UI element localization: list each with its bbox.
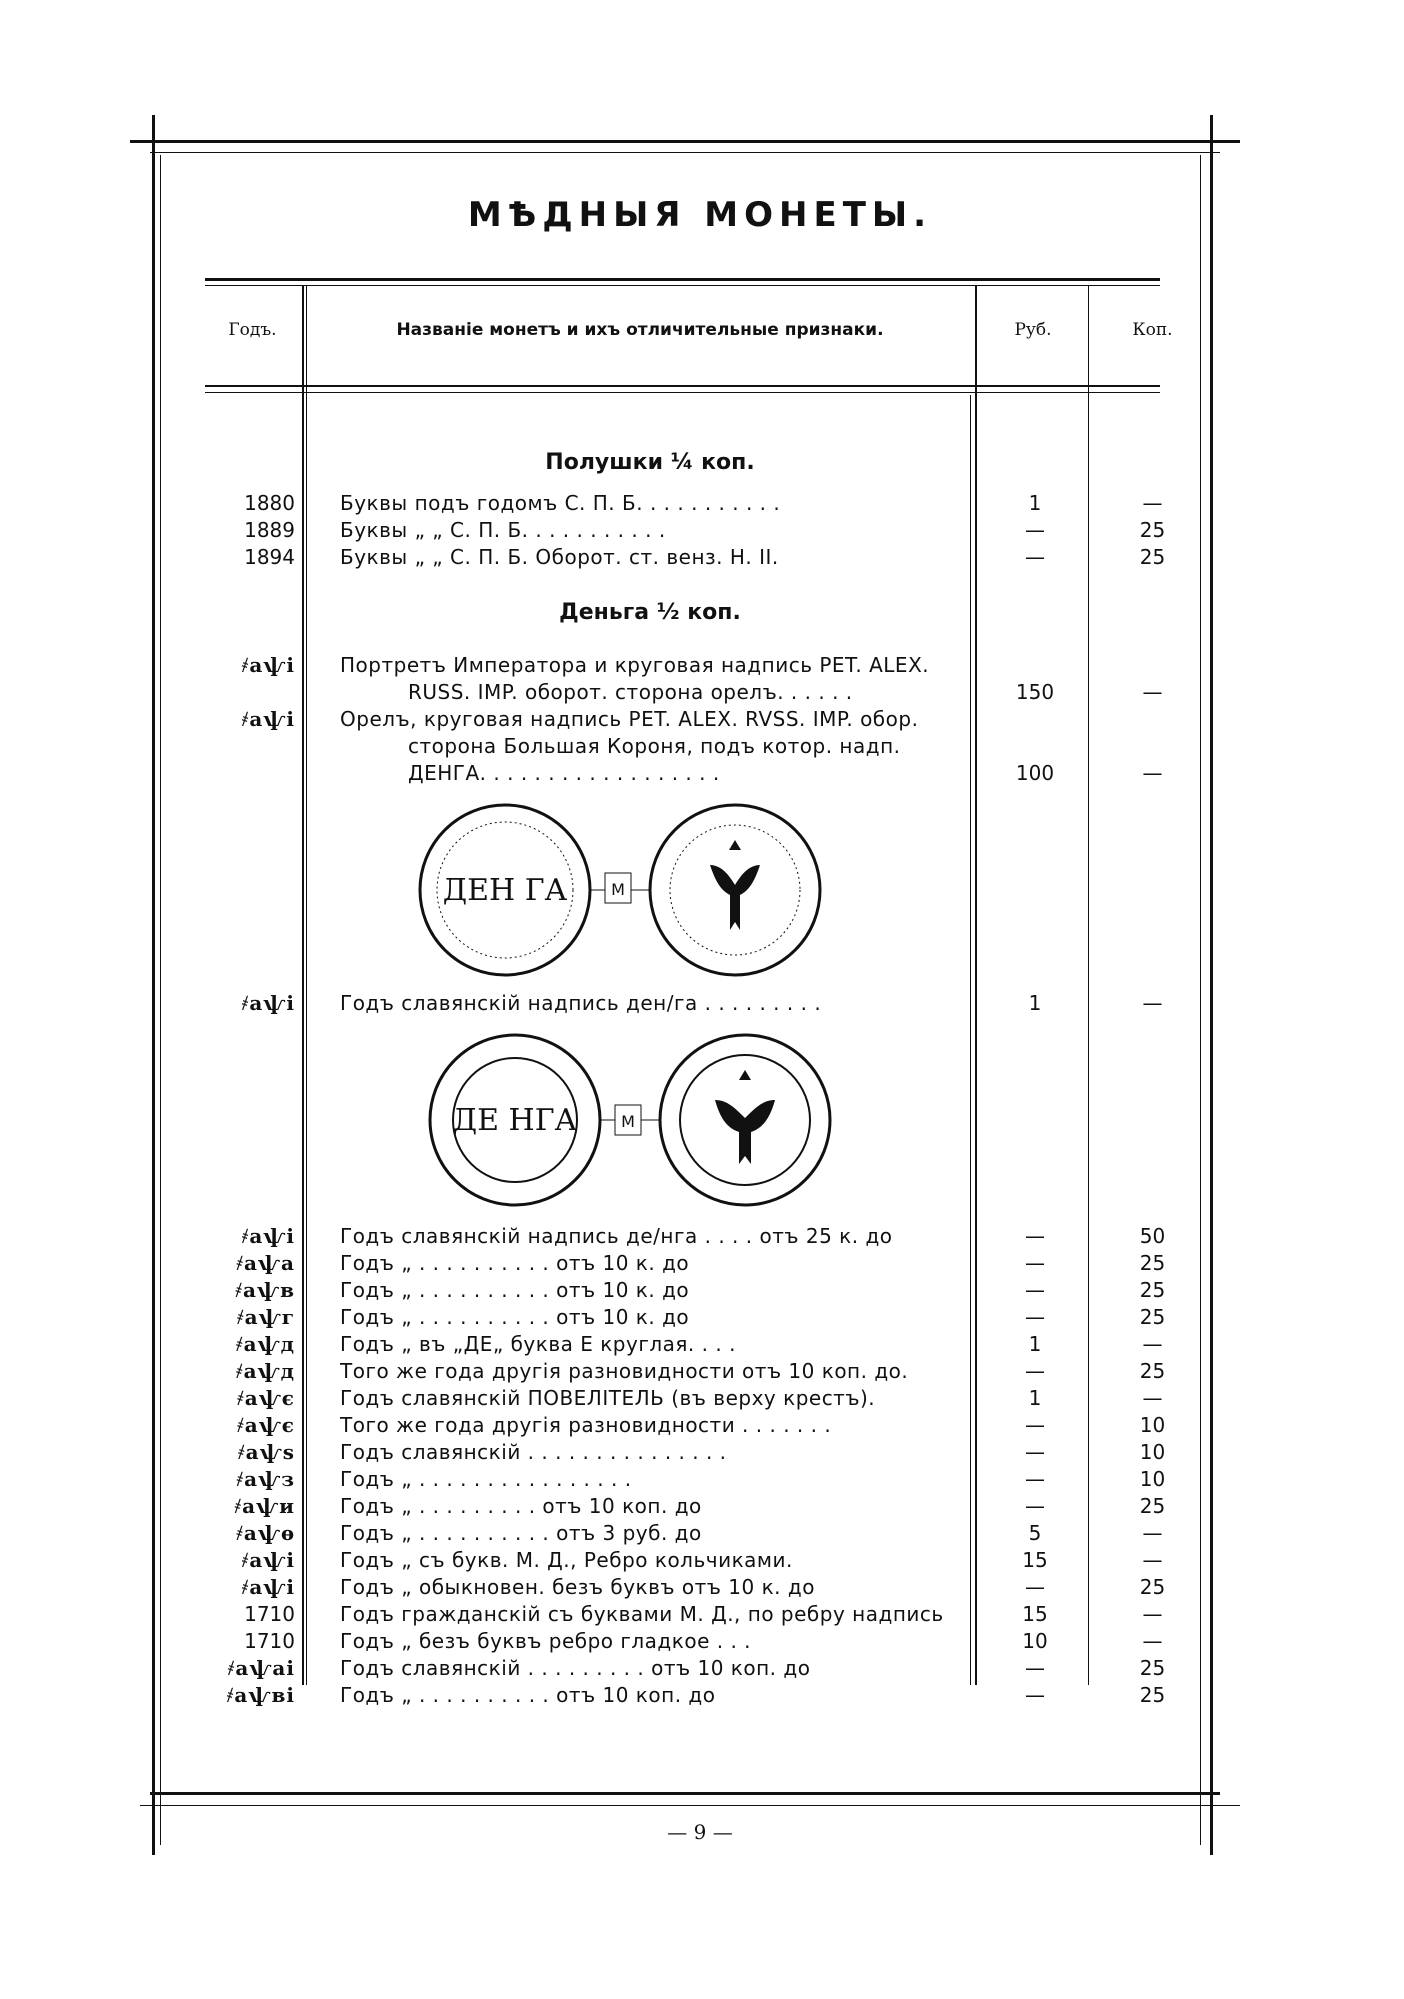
table-row [0,1358,1404,1385]
table-row [0,544,1404,571]
row-rub: 15 [1022,1602,1048,1626]
row-rub: — [1025,1575,1045,1599]
row-year: ҂аѱві [226,1683,295,1707]
row-rub: — [1025,1251,1045,1275]
table-row [0,679,1404,706]
table-row [0,990,1404,1017]
row-rub: — [1025,545,1045,569]
row-desc: Годъ славянскій . . . . . . . . . . . . . . . [340,1440,727,1464]
table-row [0,1574,1404,1601]
row-kop: 10 [1139,1413,1166,1437]
row-year: ҂аѱі [241,1575,295,1599]
row-year: ҂аѱѳ [236,1521,295,1545]
table-row [0,1385,1404,1412]
row-rub: 1 [1028,491,1042,515]
row-rub: 5 [1028,1521,1042,1545]
table-row [0,652,1404,679]
frame-bottom-rule [150,1792,1220,1795]
row-rub: — [1025,1224,1045,1248]
row-kop: 25 [1139,1359,1166,1383]
row-year: ҂аѱз [236,1467,295,1491]
table-row [0,1412,1404,1439]
row-desc: Буквы „ „ С. П. Б. Оборот. ст. венз. Н. II. [340,545,779,569]
table-row [0,1520,1404,1547]
table-row [0,1277,1404,1304]
row-kop: 25 [1139,1494,1166,1518]
page-title: МѢДНЫЯ МОНЕТЫ. [467,195,933,235]
header-name: Названіе монетъ и ихъ отличительные признаки. [396,320,884,340]
table-row [0,706,1404,733]
row-desc: Годъ славянскій надпись де/нга . . . . отъ 25 к. до [340,1224,893,1248]
row-year: ҂аѱв [235,1278,295,1302]
coin-label: M [621,1112,635,1131]
row-rub: — [1025,1683,1045,1707]
row-year: 1710 [244,1602,295,1626]
row-rub: 1 [1028,1332,1042,1356]
row-kop: — [1142,1521,1163,1545]
row-rub: 15 [1022,1548,1048,1572]
table-row [0,1223,1404,1250]
section-denga: Деньга ½ коп. [559,600,741,625]
row-desc: Годъ „ . . . . . . . . . . . . . . . . [340,1467,632,1491]
header-top-rule-thin [205,285,1160,286]
table-row [0,1547,1404,1574]
row-rub: 150 [1015,680,1055,704]
page-number: — 9 — [667,1820,733,1844]
row-kop: 25 [1139,545,1166,569]
row-desc: ДЕНГА. . . . . . . . . . . . . . . . . . [408,761,720,785]
row-year: ҂аѱаі [227,1656,295,1680]
row-desc: Годъ „ съ букв. М. Д., Ребро кольчиками. [340,1548,793,1572]
header-bottom-rule-thin [205,392,1160,393]
row-year: ҂аѱє [236,1386,295,1410]
row-year: ҂аѱі [241,1224,295,1248]
table-row [0,1682,1404,1709]
row-rub: 100 [1015,761,1055,785]
row-kop: 25 [1139,1575,1166,1599]
row-desc: Буквы подъ годомъ С. П. Б. . . . . . . . . . . [340,491,781,515]
coin-image-denga-1 [410,795,830,985]
row-kop: 25 [1139,1278,1166,1302]
row-rub: — [1025,518,1045,542]
table-row [0,1331,1404,1358]
row-kop: 25 [1139,1656,1166,1680]
row-year: ҂аѱд [235,1359,295,1383]
table-row [0,733,1404,760]
row-rub: — [1025,1305,1045,1329]
header-kop: Коп. [1132,320,1173,340]
row-kop: — [1142,1629,1163,1653]
row-kop: — [1142,1332,1163,1356]
row-desc: Годъ „ въ „ДЕ„ буква Е круглая. . . . [340,1332,736,1356]
header-year: Годъ. [228,320,277,340]
table-row [0,1655,1404,1682]
row-desc: Годъ „ . . . . . . . . . . отъ 10 к. до [340,1251,690,1275]
table-row [0,1304,1404,1331]
row-kop: 25 [1139,1305,1166,1329]
row-rub: 1 [1028,1386,1042,1410]
frame-top-rule-inner [150,152,1220,153]
row-kop: — [1142,1602,1163,1626]
row-desc: Портретъ Императора и круговая надпись PET. ALEX. [340,653,930,677]
table-row [0,1250,1404,1277]
row-year: 1894 [244,545,295,569]
header-top-rule [205,278,1160,281]
table-row [0,1466,1404,1493]
table-row [0,517,1404,544]
row-kop: — [1142,1548,1163,1572]
row-rub: 1 [1028,991,1042,1015]
row-year: 1710 [244,1629,295,1653]
row-rub: — [1025,1440,1045,1464]
row-kop: — [1142,991,1163,1015]
table-row [0,1493,1404,1520]
row-year: ҂аѱа [236,1251,295,1275]
row-kop: 25 [1139,1251,1166,1275]
row-desc: Годъ „ . . . . . . . . . . отъ 10 к. до [340,1278,690,1302]
row-year: ҂аѱі [241,707,295,731]
table-row [0,1439,1404,1466]
row-desc: Годъ славянскій . . . . . . . . . отъ 10 коп. до [340,1656,811,1680]
row-year: 1880 [244,491,295,515]
row-rub: — [1025,1494,1045,1518]
table-row [0,490,1404,517]
row-desc: Годъ „ безъ буквъ ребро гладкое . . . [340,1629,752,1653]
row-desc: Годъ „ . . . . . . . . . . отъ 10 к. до [340,1305,690,1329]
row-year: ҂аѱи [234,1494,295,1518]
row-desc: Годъ гражданскій съ буквами М. Д., по ребру надпись [340,1602,944,1626]
header-bottom-rule [205,385,1160,387]
row-desc: Годъ „ обыкновен. безъ буквъ отъ 10 к. до [340,1575,815,1599]
row-desc: Годъ „ . . . . . . . . . . отъ 10 коп. до [340,1683,716,1707]
row-rub: — [1025,1359,1045,1383]
frame-bottom-rule-outer [140,1805,1240,1806]
row-year: 1889 [244,518,295,542]
row-desc: Буквы „ „ С. П. Б. . . . . . . . . . . [340,518,666,542]
row-desc: Годъ „ . . . . . . . . . . отъ 3 руб. до [340,1521,702,1545]
row-kop: — [1142,491,1163,515]
row-desc: Годъ славянскій надпись ден/га . . . . . . . . . [340,991,822,1015]
table-row [0,1628,1404,1655]
frame-top-rule [130,140,1240,143]
row-rub: — [1025,1278,1045,1302]
row-desc: RUSS. IMP. оборот. сторона орелъ. . . . . . [408,680,853,704]
row-desc: Того же года другія разновидности отъ 10 коп. до. [340,1359,909,1383]
row-kop: — [1142,1386,1163,1410]
row-kop: 50 [1139,1224,1166,1248]
row-desc: Годъ „ . . . . . . . . . отъ 10 коп. до [340,1494,702,1518]
row-year: ҂аѱд [235,1332,295,1356]
row-year: ҂аѱі [241,991,295,1015]
row-year: ҂аѱі [241,653,295,677]
coin-obverse-text: ДЕ НГА [452,1103,578,1138]
row-year: ҂аѱі [241,1548,295,1572]
row-desc: Того же года другія разновидности . . . . . . . [340,1413,832,1437]
row-year: ҂аѱг [236,1305,295,1329]
row-kop: 10 [1139,1440,1166,1464]
coin-obverse-text: ДЕН ГА [442,873,568,908]
row-rub: — [1025,1467,1045,1491]
row-rub: — [1025,1413,1045,1437]
section-polushki: Полушки ¼ коп. [545,450,755,475]
row-kop: — [1142,761,1163,785]
table-row [0,760,1404,787]
row-kop: 25 [1139,518,1166,542]
row-desc: Годъ славянскій ПОВЕЛІТЕЛЬ (въ верху крестъ). [340,1386,876,1410]
row-year: ҂аѱѕ [237,1440,295,1464]
row-desc: Орелъ, круговая надпись PET. ALEX. RVSS. IMP. обор. [340,707,919,731]
row-kop: 10 [1139,1467,1166,1491]
table-row [0,1601,1404,1628]
coin-label: M [611,880,625,899]
row-kop: 25 [1139,1683,1166,1707]
row-rub: 10 [1022,1629,1048,1653]
row-kop: — [1142,680,1163,704]
header-rub: Руб. [1014,320,1052,340]
row-rub: — [1025,1656,1045,1680]
row-year: ҂аѱє [236,1413,295,1437]
coin-image-denga-2 [420,1025,840,1215]
row-desc: сторона Большая Короня, подъ котор. надп. [408,734,901,758]
